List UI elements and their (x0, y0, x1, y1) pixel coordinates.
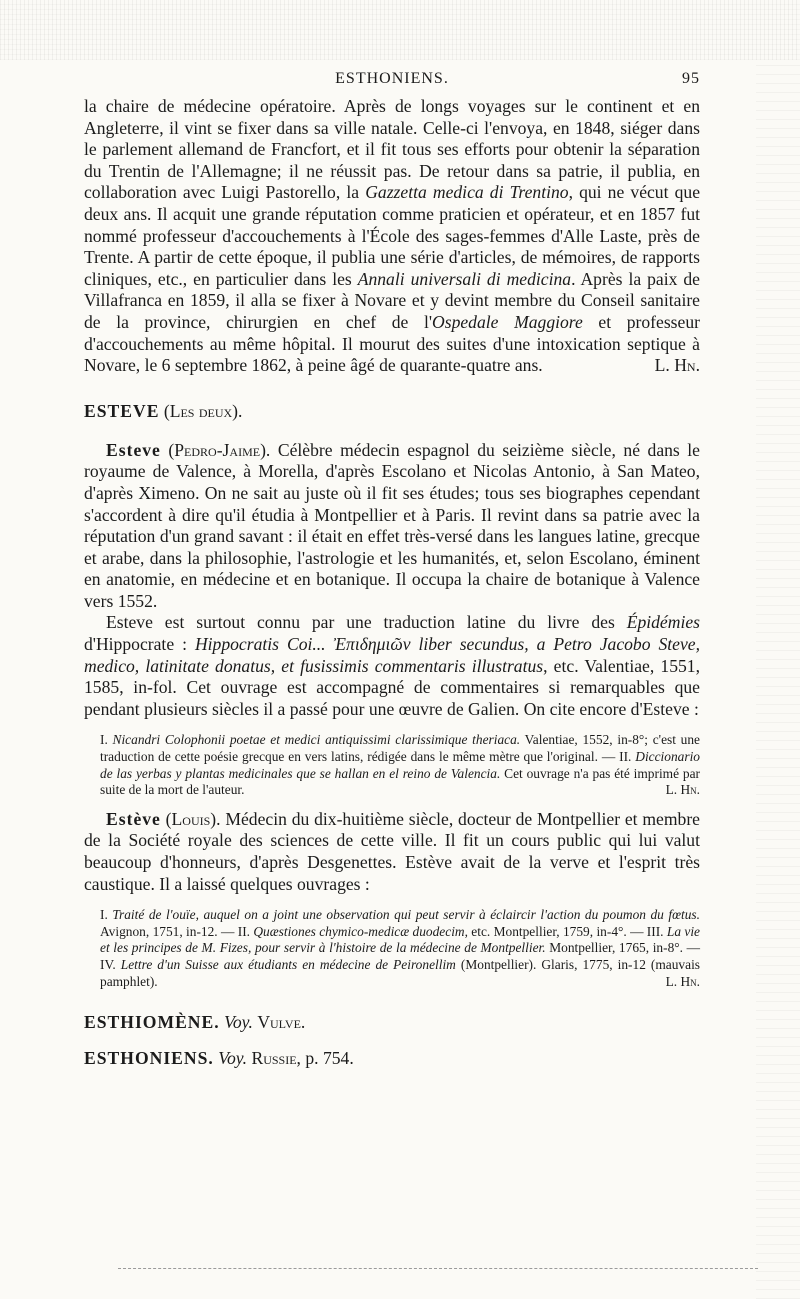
bottom-rule (118, 1268, 758, 1269)
running-header (84, 70, 700, 94)
page-body (84, 70, 700, 1069)
continued-paragraph: la chaire de médecine opératoire. Après de longs voyages sur le continent et en Angleterre, il vint se fixer dans sa ville natale. Celle-ci l'envoya, en 1848, siéger dans le parlement allemand de Francfort, et il fit tous ses efforts pour obtenir la séparation du Trentin de l'Allemagne; il ne réussit pas. De retour dans sa patrie, il publia, en collaboration avec Luigi Pastorello, la Gazzetta medica di Trentino, qui ne vécut que deux ans. Il acquit une grande réputation comme praticien et opérateur, et en 1857 fut nommé professeur d'accouchements à l'École des sages-femmes d'Alle Laste, près de Trente. A partir de cette époque, il publia une série d'articles, de mémoires, de rapports cliniques, etc., en particulier dans les Annali universali di medicina. Après la paix de Villafranca en 1859, il alla se fixer à Novare et y devint membre du Conseil sanitaire de la province, chirurgien en chef de l'Ospedale Maggiore et professeur d'accouchements au même hôpital. Il mourut des suites d'une intoxication septique à Novare, le 6 septembre 1862, à peine âgé de quarante-quatre ans. L. Hn. (84, 96, 701, 376)
page-number: 95 (682, 70, 700, 87)
bibliography-louis: I. Traité de l'ouïe, auquel on a joint une observation qui peut servir à éclaircir l'action du poumon du fœtus. Avignon, 1751, in-12. — II. Quæstiones chymico-medicæ duodecim, etc. Montpellier, 1759, in-4°. — III. La vie et les principes de M. Fizes, pour servir à l'histoire de la médecine de Montpellier. Montpellier, 1765, in-8°. — IV. Lettre d'un Suisse aux étudiants en médecine de Peironellim (Montpellier). Glaris, 1775, in-12 (mauvais pamphlet). L. Hn. (100, 907, 700, 989)
scan-noise-top (0, 0, 800, 60)
entry-esteve-louis: Estève (Louis). Médecin du dix-huitième siècle, docteur de Montpellier et membre de la Société royale des sciences de cette ville. Il fit un cours public qui lui valut beaucoup d'honneurs, d'après Desgenettes. Estève avait de la verve et l'esprit très caustique. Il a laissé quelques ouvrages : (84, 808, 700, 894)
signature: L. Hn. (654, 355, 700, 376)
bibliography-pedro: I. Nicandri Colophonii poetae et medici antiquissimi clarissimique theriaca. Valentiae, 1552, in-8°; c'est une traduction de cette poésie grecque en vers latins, rédigée dans le même mètre que l'original. — II. Diccionario de las yerbas y plantas medicinales que se hallan en el reino de Valencia. Cet ouvrage n'a pas été imprimé par suite de la mort de l'auteur. L. Hn. (100, 732, 700, 798)
scan-noise-right (756, 60, 800, 1299)
entry-esthiomene: ESTHIOMÈNE. Voy. Vulve. (84, 1012, 306, 1033)
signature: L. Hn. (665, 973, 700, 989)
entry-esthoniens: ESTHONIENS. Voy. Russie, p. 754. (84, 1047, 354, 1068)
signature: L. Hn. (665, 782, 700, 798)
entry-heading-esteve: ESTEVE (Les deux). (84, 400, 243, 421)
entry-esteve-pedro: Esteve (Pedro-Jaime). Célèbre médecin espagnol du seizième siècle, né dans le royaume de Valence, à Morella, d'après Escolano et Nicolas Antonio, à San Mateo, d'après Ximeno. On ne sait au juste où il fit ses études; tous ses biographes cependant s'accordent à dire qu'il étudia à Montpellier et à Paris. Il revint dans sa patrie avec la réputation d'un grand savant : il était en effet très-versé dans les langues latine, grecque et arabe, dans la philosophie, l'astrologie et les humanités, et, selon Escolano, éminent en anatomie, en médecine et en botanique. Il occupa la chaire de botanique à Valence vers 1552. (84, 439, 700, 611)
entry-esteve-pedro-continued: Esteve est surtout connu par une traduction latine du livre des Épidémies d'Hippocrate : Hippocratis Coi... Ἐπιδημιῶν liber secundus, a Petro Jacobo Steve, medico, latinitate donatus, et fusissimis commentaris illustratus, etc. Valentiae, 1551, 1585, in-fol. Cet ouvrage est accompagné de commentaires si remarquables que pendant plusieurs siècles il a passé pour une œuvre de Galien. On cite encore d'Esteve : (84, 612, 701, 719)
running-title: ESTHONIENS. (335, 70, 449, 87)
entry-name: Estève (106, 808, 161, 829)
entry-name: Esteve (106, 439, 161, 460)
